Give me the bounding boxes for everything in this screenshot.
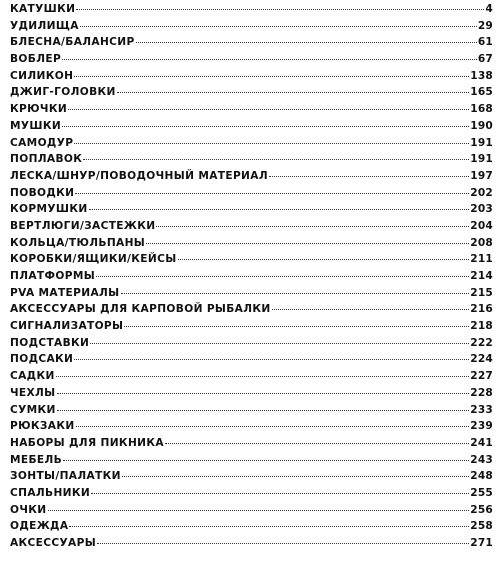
toc-entry[interactable] (10, 351, 493, 368)
toc-entry[interactable] (10, 1, 493, 18)
toc-entry-title: МЕБЕЛЬ (10, 453, 63, 466)
toc-entry-title: КАТУШКИ (10, 3, 76, 15)
toc-entry-title: PVA МАТЕРИАЛЫ (10, 286, 120, 299)
toc-entry[interactable] (10, 452, 493, 469)
toc-entry[interactable] (10, 268, 493, 285)
toc-entry-title: БЛЕСНА/БАЛАНСИР (10, 36, 135, 49)
toc-entry-page: 204 (470, 219, 493, 232)
toc-entry-page: 255 (470, 486, 493, 499)
dot-leader (76, 426, 470, 427)
toc-entry[interactable] (10, 34, 493, 51)
dot-leader (91, 493, 469, 494)
toc-entry[interactable] (10, 118, 493, 135)
toc-entry-title: СИГНАЛИЗАТОРЫ (10, 320, 124, 333)
dot-leader (80, 26, 477, 27)
toc-entry-title: ОЧКИ (10, 503, 47, 516)
toc-entry-page: 191 (470, 136, 493, 149)
toc-entry[interactable] (10, 151, 493, 168)
dot-leader (48, 510, 470, 511)
toc-entry[interactable] (10, 235, 493, 252)
toc-entry-title: ПОДСАКИ (10, 353, 74, 366)
toc-entry-page: 222 (470, 336, 493, 349)
toc-entry-title: ОДЕЖДА (10, 520, 69, 533)
toc-entry-page: 218 (470, 320, 493, 333)
toc-entry[interactable] (10, 318, 493, 335)
dot-leader (146, 243, 469, 244)
dot-leader (272, 309, 470, 310)
dot-leader (89, 209, 470, 210)
toc-entry-title: ЗОНТЫ/ПАЛАТКИ (10, 470, 121, 483)
toc-entry[interactable] (10, 135, 493, 152)
toc-entry[interactable] (10, 418, 493, 435)
dot-leader (57, 393, 470, 394)
toc-entry[interactable] (10, 335, 493, 352)
dot-leader (165, 443, 469, 444)
toc-entry[interactable] (10, 402, 493, 419)
toc-entry-page: 211 (470, 253, 493, 266)
dot-leader (83, 159, 469, 160)
toc-entry-page: 165 (470, 86, 493, 99)
toc-entry-page: 241 (470, 436, 493, 449)
dot-leader (62, 59, 477, 60)
toc-entry-page: 138 (470, 69, 493, 82)
toc-entry-title: КОРМУШКИ (10, 203, 88, 216)
toc-entry-page: 190 (470, 119, 493, 132)
dot-leader (122, 476, 469, 477)
toc-entry-title: РЮКЗАКИ (10, 420, 75, 433)
toc-entry-title: САДКИ (10, 370, 55, 383)
toc-entry[interactable] (10, 301, 493, 318)
toc-entry-title: КРЮЧКИ (10, 103, 68, 116)
toc-entry-page: 208 (470, 236, 493, 249)
toc-entry-page: 227 (470, 370, 493, 383)
toc-entry-page: 271 (470, 537, 493, 549)
toc-entry-page: 191 (470, 153, 493, 166)
toc-entry[interactable] (10, 285, 493, 302)
dot-leader (75, 193, 469, 194)
dot-leader (68, 109, 469, 110)
toc-entry[interactable] (10, 101, 493, 118)
toc-entry-page: 243 (470, 453, 493, 466)
toc-entry-page: 248 (470, 470, 493, 483)
toc-entry-page: 233 (470, 403, 493, 416)
toc-entry[interactable] (10, 18, 493, 35)
toc-entry[interactable] (10, 535, 493, 552)
dot-leader (90, 343, 469, 344)
dot-leader (69, 526, 469, 527)
toc-entry-page: 29 (477, 19, 493, 32)
toc-entry-page: 203 (470, 203, 493, 216)
dot-leader (96, 276, 469, 277)
toc-entry-page: 202 (470, 186, 493, 199)
toc-entry[interactable] (10, 251, 493, 268)
toc-entry[interactable] (10, 368, 493, 385)
dot-leader (74, 143, 469, 144)
toc-entry[interactable] (10, 185, 493, 202)
dot-leader (63, 460, 469, 461)
toc-entry[interactable] (10, 84, 493, 101)
toc-entry-title: ПЛАТФОРМЫ (10, 270, 96, 282)
dot-leader (117, 92, 470, 93)
toc-entry-title: УДИЛИЩА (10, 19, 79, 32)
dot-leader (97, 543, 469, 544)
toc-entry-page: 256 (470, 503, 493, 516)
toc-entry-title: ПОВОДКИ (10, 186, 75, 199)
toc-entry-page: 239 (470, 420, 493, 433)
toc-entry-title: АКСЕССУАРЫ (10, 537, 97, 549)
toc-entry[interactable] (10, 218, 493, 235)
dot-leader (62, 126, 469, 127)
dot-leader (74, 359, 469, 360)
dot-leader (124, 326, 469, 327)
toc-entry-page: 197 (470, 169, 493, 182)
dot-leader (156, 226, 469, 227)
dot-leader (57, 410, 470, 411)
toc-entry-title: КОРОБКИ/ЯЩИКИ/КЕЙСЫ (10, 253, 177, 266)
toc-entry-title: САМОДУР (10, 136, 74, 149)
dot-leader (76, 9, 484, 10)
toc-entry-page: 4 (485, 3, 493, 15)
toc-entry[interactable] (10, 435, 493, 452)
toc-entry-title: АКСЕССУАРЫ ДЛЯ КАРПОВОЙ РЫБАЛКИ (10, 303, 271, 316)
toc-entry[interactable] (10, 468, 493, 485)
toc-entry-page: 258 (470, 520, 493, 533)
toc-entry[interactable] (10, 385, 493, 402)
dot-leader (136, 42, 477, 43)
toc-entry-title: ВОБЛЕР (10, 53, 62, 66)
toc-entry-page: 215 (470, 286, 493, 299)
toc-entry-title: ПОПЛАВОК (10, 153, 83, 166)
toc-entry-title: ЧЕХЛЫ (10, 386, 56, 399)
toc-entry-title: СИЛИКОН (10, 69, 74, 82)
dot-leader (121, 293, 470, 294)
toc-entry-page: 67 (477, 53, 493, 66)
dot-leader (74, 76, 469, 77)
toc-entry-page: 168 (470, 103, 493, 116)
toc-entry[interactable] (10, 68, 493, 85)
toc-entry-title: СПАЛЬНИКИ (10, 486, 91, 499)
toc-entry[interactable] (10, 201, 493, 218)
dot-leader (56, 376, 470, 377)
toc-entry-title: ВЕРТЛЮГИ/ЗАСТЕЖКИ (10, 219, 156, 232)
dot-leader (269, 176, 469, 177)
toc-entry[interactable] (10, 168, 493, 185)
toc-entry-title: ДЖИГ-ГОЛОВКИ (10, 86, 116, 99)
toc-entry[interactable] (10, 518, 493, 535)
toc-entry-page: 214 (470, 270, 493, 282)
toc-entry-title: МУШКИ (10, 119, 62, 132)
toc-entry-page: 228 (470, 386, 493, 399)
toc-entry-title: ЛЕСКА/ШНУР/ПОВОДОЧНЫЙ МАТЕРИАЛ (10, 169, 268, 182)
toc-entry-title: КОЛЬЦА/ТЮЛЬПАНЫ (10, 236, 146, 249)
dot-leader (178, 259, 470, 260)
toc-entry-page: 224 (470, 353, 493, 366)
toc-entry-title: СУМКИ (10, 403, 56, 416)
toc-entry-title: НАБОРЫ ДЛЯ ПИКНИКА (10, 436, 164, 449)
toc-entry-title: ПОДСТАВКИ (10, 336, 90, 349)
toc-entry-page: 216 (470, 303, 493, 316)
toc-entry[interactable] (10, 51, 493, 68)
toc-entry[interactable] (10, 502, 493, 519)
toc-entry-page: 61 (477, 36, 493, 49)
toc-entry[interactable] (10, 485, 493, 502)
